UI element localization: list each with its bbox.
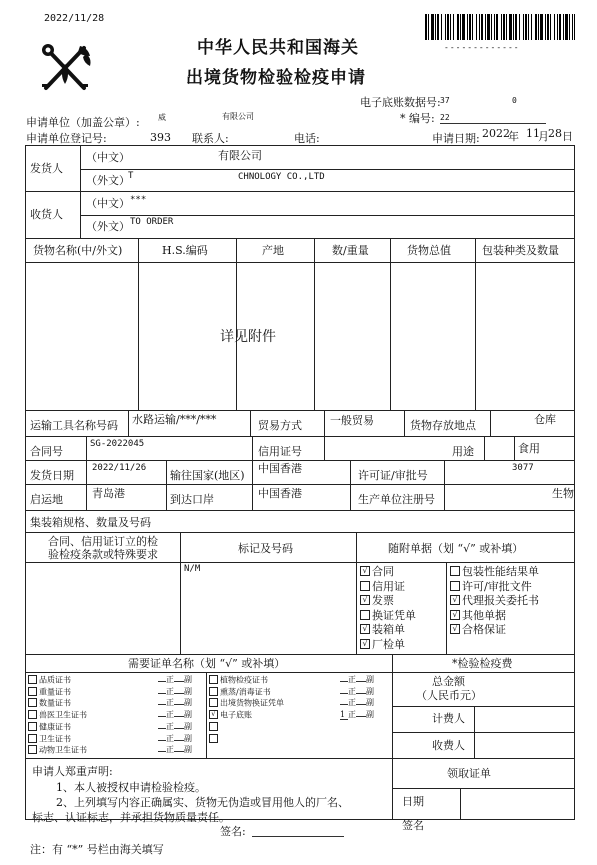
declaration-sign-label: 签名: (220, 825, 246, 838)
attached-doc-label: 信用证 (372, 579, 405, 593)
arrival-label: 到达口岸 (170, 493, 214, 506)
declaration-line2: 2、上列填写内容正确属实、货物无伪造或冒用他人的厂名、 (56, 796, 349, 809)
marks-label: 标记及号码 (238, 542, 293, 555)
trade-value: 一般贸易 (330, 414, 374, 427)
barcode-bar (496, 14, 498, 40)
attached-doc-label: 许可/审批文件 (462, 579, 532, 593)
cert-checkbox[interactable] (209, 698, 218, 707)
apply-year: 2022 (482, 127, 510, 140)
e-no-value: 37 (440, 96, 450, 105)
cert-copies (340, 699, 374, 707)
applicant-value2: 有限公司 (222, 112, 254, 121)
month-char: 月 (538, 130, 549, 143)
goods-header-value: 货物总值 (407, 244, 451, 257)
applicant-label: 申请单位（加盖公章）: (26, 116, 140, 129)
attached-doc-checkbox[interactable] (450, 581, 460, 591)
attached-doc-label: 发票 (372, 594, 394, 608)
cert-fu-blank (174, 716, 184, 717)
attached-doc-item (450, 624, 506, 635)
barcode-bar (437, 14, 439, 40)
shipper-fn-label: （外文） (86, 174, 130, 187)
cert-fu-blank (356, 716, 366, 717)
day-char: 日 (562, 130, 573, 143)
barcode-bar (515, 14, 517, 40)
barcode-bar (523, 14, 524, 40)
barcode-bar (525, 14, 527, 40)
cert-copies (158, 688, 192, 696)
cert-copies (158, 723, 192, 731)
goods-header-package: 包装种类及数量 (482, 244, 559, 257)
purpose-value: 食用 (518, 442, 540, 455)
attached-doc-item (360, 595, 394, 606)
apply-day: 28 (548, 127, 562, 140)
barcode-bar (550, 14, 551, 40)
cert-zheng: 正 (348, 686, 356, 696)
barcode-bar (506, 14, 507, 40)
barcode-bar (453, 14, 454, 40)
cert-copies (158, 699, 192, 707)
attached-label: 随附单据（划 “√” 或补填） (388, 542, 524, 555)
barcode-bar (545, 14, 546, 40)
attached-doc-item (360, 639, 405, 650)
attached-doc-checkbox[interactable]: √ (450, 610, 460, 620)
cert-item (28, 735, 71, 744)
cert-label: 卫生证书 (39, 734, 71, 743)
applicant-value: 威 (158, 113, 166, 122)
cert-zheng: 正 (166, 698, 174, 708)
receive-date-label: 日期 (402, 795, 424, 808)
barcode-bar (491, 14, 492, 40)
cert-label: 电子底账 (220, 710, 252, 720)
cert-fu: 副 (366, 686, 374, 696)
purpose-label: 用途 (452, 445, 474, 458)
barcode-bar (447, 14, 449, 40)
barcode-bar (467, 14, 468, 40)
barcode-bar (476, 14, 477, 40)
barcode-bar (547, 14, 549, 40)
cert-item (209, 723, 220, 732)
cert-copy-count (158, 681, 166, 682)
cert-copy-count (158, 751, 166, 752)
cert-fu-blank (174, 693, 184, 694)
apply-date-label: 申请日期: (432, 132, 480, 145)
license-value: 3077 (512, 463, 534, 473)
barcode-bar (574, 14, 575, 40)
cert-fu: 副 (366, 698, 374, 708)
barcode-bar (441, 14, 442, 40)
attached-doc-checkbox[interactable]: √ (360, 566, 370, 576)
collector-label: 收费人 (432, 739, 465, 752)
serial-underline (440, 123, 546, 124)
serial-label: * 编号: (400, 112, 435, 125)
cert-copies (340, 688, 374, 696)
attached-doc-checkbox[interactable] (360, 610, 370, 620)
cert-checkbox[interactable]: √ (209, 710, 218, 719)
trade-label: 贸易方式 (258, 419, 302, 432)
cert-copies (158, 711, 192, 719)
cert-copy-count (158, 728, 166, 729)
barcode-bar (494, 14, 495, 40)
barcode-bar (457, 14, 459, 40)
reg-no-value: 393 (150, 131, 171, 144)
contract-req-line1: 合同、信用证订立的检 (48, 535, 158, 548)
barcode-bar (559, 14, 561, 40)
dest-country-label: 输往国家(地区) (170, 469, 245, 482)
barcode-bar (469, 14, 471, 40)
declaration-line3: 标志、认证标志，并承担货物质量责任。 (32, 811, 230, 824)
cert-checkbox[interactable] (209, 675, 218, 684)
lc-label: 信用证号 (258, 445, 302, 458)
contract-value: SG-2022045 (90, 439, 145, 449)
barcode-bar (569, 14, 570, 40)
cert-copy-count (340, 704, 348, 705)
cert-label: 动物卫生证书 (39, 745, 87, 755)
cert-copy-count (340, 693, 348, 694)
cert-label: 重量证书 (39, 687, 71, 697)
producer-reg-value: 生物 (552, 487, 574, 500)
receive-sign-label: 签名 (402, 819, 424, 832)
cert-copies (158, 676, 192, 684)
barcode-bar (554, 14, 555, 40)
barcode-bar (528, 14, 529, 40)
cert-fu-blank (174, 728, 184, 729)
cert-zheng: 正 (166, 733, 174, 743)
barcode-bar (540, 14, 543, 40)
attached-doc-label: 换证凭单 (372, 608, 416, 622)
contact-label: 联系人: (192, 132, 229, 145)
barcode-number: ------------- (444, 43, 520, 52)
attached-doc-checkbox[interactable]: √ (450, 595, 460, 605)
total-label: 总金额 (432, 675, 465, 688)
attached-doc-checkbox[interactable] (360, 581, 370, 591)
cert-checkbox[interactable] (209, 722, 218, 731)
marks-value: N/M (184, 564, 201, 574)
cert-checkbox[interactable] (209, 687, 218, 696)
shipper-fn-prefix: T (128, 171, 134, 181)
transport-mode-value: 水路运输/***/*** (132, 413, 217, 426)
cert-item (28, 723, 71, 732)
departure-value: 青岛港 (92, 487, 125, 500)
cert-copy-count: 1 (340, 711, 348, 720)
e-no-suffix: 0 (512, 96, 517, 105)
cert-copy-count (158, 704, 166, 705)
total-unit: （人民币元） (416, 689, 482, 702)
barcode-bar (460, 14, 461, 40)
cert-fu: 副 (184, 721, 192, 731)
cert-fu-blank (174, 681, 184, 682)
cert-checkbox[interactable] (28, 722, 37, 731)
cert-item (28, 688, 71, 697)
container-label: 集装箱规格、数量及号码 (30, 516, 151, 529)
producer-reg-label: 生产单位注册号 (358, 493, 435, 506)
consignee-cn-label: （中文） (86, 197, 130, 210)
cert-label: 兽医卫生证书 (39, 710, 87, 720)
cert-zheng: 正 (166, 745, 174, 755)
cert-fu-blank (174, 704, 184, 705)
barcode-bar (479, 14, 480, 40)
phone-label: 电话: (294, 132, 320, 145)
barcode-bar (435, 14, 436, 40)
cert-item (209, 688, 271, 697)
cert-fu-blank (174, 740, 184, 741)
cert-copy-count (158, 716, 166, 717)
cert-label: 植物检疫证书 (220, 675, 268, 685)
shipper-cn-value: 有限公司 (218, 149, 262, 162)
attached-doc-label: 厂检单 (372, 638, 405, 651)
barcode (425, 14, 575, 40)
cert-fu: 副 (184, 710, 192, 720)
attached-doc-item (360, 581, 405, 592)
attached-doc-label: 包装性能结果单 (462, 565, 539, 578)
attached-doc-label: 装箱单 (372, 623, 405, 637)
barcode-bar (487, 14, 490, 40)
cert-zheng: 正 (166, 721, 174, 731)
attached-doc-item (360, 566, 394, 577)
cert-item (209, 735, 220, 744)
attached-doc-label: 代理报关委托书 (462, 594, 539, 608)
cert-fu: 副 (184, 686, 192, 696)
cert-zheng: 正 (348, 710, 356, 720)
cert-checkbox[interactable] (28, 710, 37, 719)
cert-label: 品质证书 (39, 675, 71, 685)
cert-fu: 副 (184, 733, 192, 743)
cert-fu-blank (356, 681, 366, 682)
transport-mode-label: 运输工具名称号码 (30, 419, 118, 432)
cert-checkbox[interactable] (209, 734, 218, 743)
cert-label: 熏蒸/消毒证书 (220, 687, 271, 697)
cert-fu: 副 (184, 675, 192, 684)
attached-doc-item (450, 595, 539, 606)
attached-doc-label: 合格保证 (462, 623, 506, 637)
departure-label: 启运地 (30, 493, 63, 506)
barcode-bar (519, 14, 520, 40)
consignee-fn-value: TO ORDER (130, 217, 174, 227)
barcode-bar (501, 14, 502, 40)
attached-doc-item (450, 581, 532, 592)
goods-header-origin: 产地 (262, 244, 284, 257)
cert-fu-blank (174, 751, 184, 752)
attached-doc-checkbox[interactable]: √ (360, 639, 370, 649)
footer-note: 注：有 “*” 号栏由海关填写 (30, 843, 164, 856)
cert-label: 健康证书 (39, 722, 71, 732)
cert-item (209, 711, 252, 720)
accountant-label: 计费人 (432, 712, 465, 725)
cert-copies (158, 746, 192, 754)
goods-header-qty: 数/重量 (332, 244, 369, 257)
goods-body-text: 详见附件 (220, 329, 276, 345)
barcode-bar (450, 14, 451, 40)
cert-item (28, 699, 71, 708)
cert-label: 数量证书 (39, 698, 71, 708)
attached-doc-item (450, 610, 506, 621)
barcode-bar (531, 14, 532, 40)
shipper-fn-value: CHNOLOGY CO.,LTD (238, 172, 325, 182)
certs-required-label: 需要证单名称（划 “√” 或补填） (128, 657, 286, 670)
goods-header-name: 货物名称(中/外文) (33, 244, 123, 257)
cert-fu-blank (356, 693, 366, 694)
attached-doc-checkbox[interactable]: √ (360, 624, 370, 634)
consignee-label: 收货人 (30, 208, 63, 221)
declaration-sign-line (252, 836, 344, 837)
cert-fu: 副 (366, 675, 374, 684)
cert-checkbox[interactable] (28, 745, 37, 754)
barcode-bar (481, 14, 483, 40)
cert-zheng: 正 (166, 710, 174, 720)
ship-date-value: 2022/11/26 (92, 463, 147, 473)
cert-copies (340, 711, 374, 720)
storage-label: 货物存放地点 (410, 419, 476, 432)
cert-zheng: 正 (166, 686, 174, 696)
cert-zheng: 正 (166, 675, 174, 684)
storage-value: 仓库 (534, 413, 556, 426)
cert-checkbox[interactable] (28, 675, 37, 684)
barcode-bar (513, 14, 514, 40)
title-line2: 出境货物检验检疫申请 (186, 68, 366, 88)
license-label: 许可证/审批号 (358, 469, 428, 482)
serial-value: 22 (440, 113, 450, 122)
attached-doc-label: 合同 (372, 565, 394, 578)
barcode-bar (503, 14, 505, 40)
arrival-value: 中国香港 (258, 487, 302, 500)
barcode-bar (428, 14, 429, 40)
cert-copies (158, 735, 192, 743)
consignee-cn-value: *** (130, 195, 147, 205)
declaration-title: 申请人郑重声明: (32, 765, 113, 778)
attached-doc-item (360, 610, 416, 621)
barcode-bar (431, 14, 434, 40)
year-char: 年 (508, 130, 519, 143)
cert-fu-blank (356, 704, 366, 705)
cert-copy-count (158, 693, 166, 694)
ship-date-label: 发货日期 (30, 469, 74, 482)
barcode-bar (565, 14, 568, 40)
barcode-bar (535, 14, 537, 40)
receive-label: 领取证单 (447, 767, 491, 780)
cert-copy-count (340, 681, 348, 682)
attached-doc-item (360, 624, 405, 635)
barcode-bar (563, 14, 564, 40)
cert-label: 出境货物换证凭单 (220, 698, 284, 708)
attached-doc-item (450, 566, 539, 577)
goods-header-hs: H.S.编码 (162, 244, 208, 257)
attached-doc-checkbox[interactable]: √ (450, 624, 460, 634)
dest-country-value: 中国香港 (258, 462, 302, 475)
declaration-line1: 1、本人被授权申请检验检疫。 (56, 781, 206, 794)
cert-item (209, 676, 268, 685)
cert-fu: 副 (184, 698, 192, 708)
cert-item (28, 676, 71, 685)
print-date: 2022/11/28 (44, 13, 105, 24)
barcode-bar (485, 14, 486, 40)
barcode-bar (509, 14, 512, 40)
contract-label: 合同号 (30, 445, 63, 458)
apply-month: 11 (526, 127, 540, 140)
barcode-bar (572, 14, 573, 40)
cert-item (209, 699, 284, 708)
reg-no-label: 申请单位登记号: (26, 132, 107, 145)
cert-item (28, 711, 87, 720)
e-no-label: 电子底账数据号: (360, 96, 441, 109)
cert-zheng: 正 (348, 675, 356, 684)
cert-fu: 副 (366, 710, 374, 720)
cert-checkbox[interactable] (28, 687, 37, 696)
fee-label: *检验检疫费 (452, 657, 513, 670)
barcode-bar (538, 14, 539, 40)
cert-item (28, 746, 87, 755)
barcode-bar (445, 14, 446, 40)
barcode-bar (425, 14, 427, 40)
barcode-bar (462, 14, 465, 40)
consignee-fn-label: （外文） (86, 220, 130, 233)
customs-emblem-icon (36, 40, 94, 96)
cert-copy-count (158, 740, 166, 741)
barcode-bar (557, 14, 558, 40)
contract-req-line2: 验检疫条款或特殊要求 (48, 548, 158, 561)
cert-checkbox[interactable] (28, 698, 37, 707)
title-line1: 中华人民共和国海关 (197, 38, 359, 58)
attached-doc-checkbox[interactable]: √ (360, 595, 370, 605)
cert-zheng: 正 (348, 698, 356, 708)
cert-checkbox[interactable] (28, 734, 37, 743)
shipper-cn-label: （中文） (86, 151, 130, 164)
shipper-label: 发货人 (30, 162, 63, 175)
attached-doc-label: 其他单据 (462, 608, 506, 622)
barcode-bar (472, 14, 473, 40)
cert-copies (340, 676, 374, 684)
cert-fu: 副 (184, 745, 192, 755)
attached-doc-checkbox[interactable] (450, 566, 460, 576)
